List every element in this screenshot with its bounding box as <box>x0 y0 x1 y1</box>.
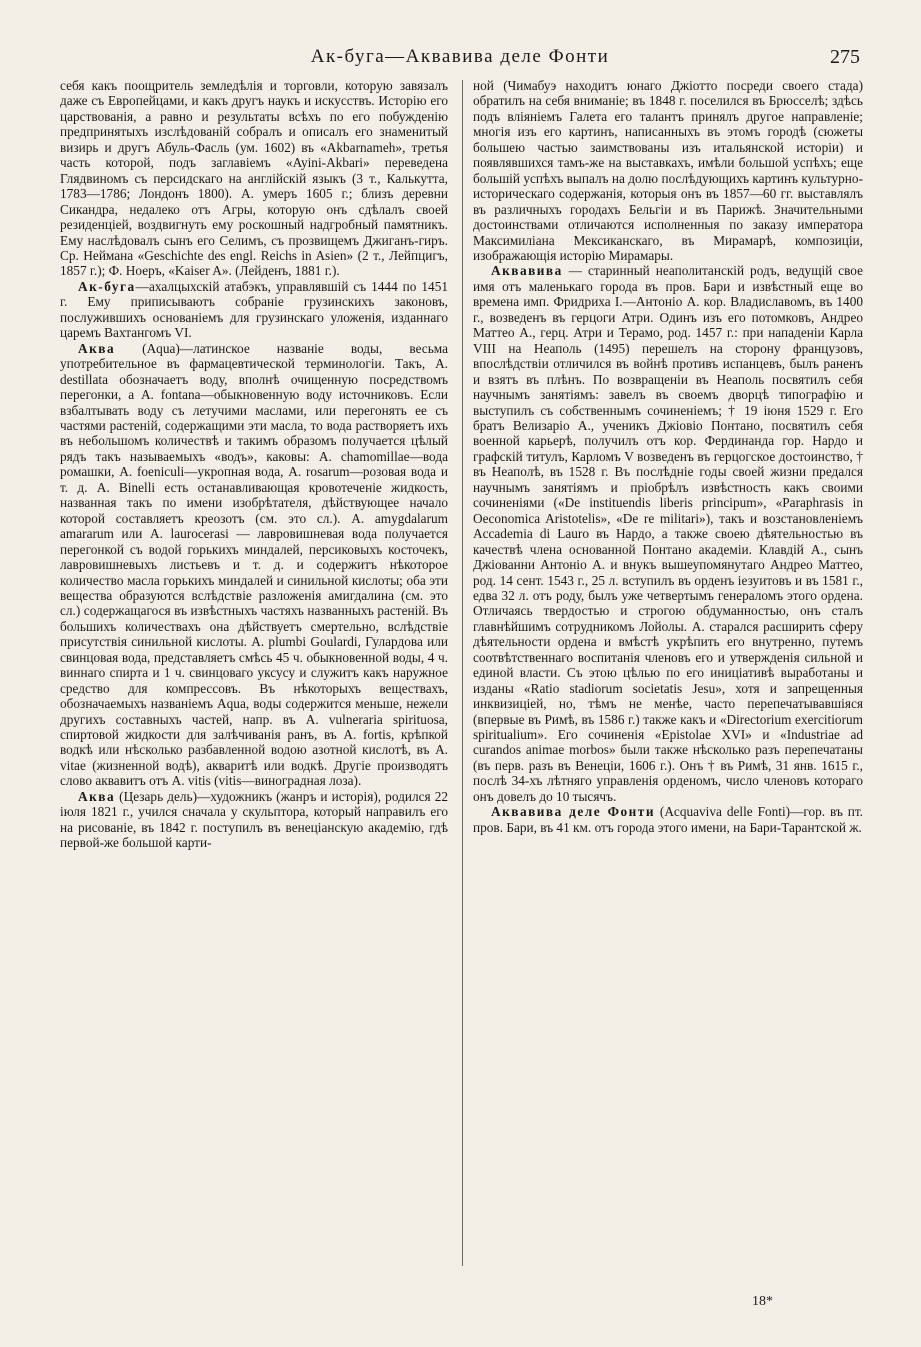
entry-headword: Аква <box>78 340 116 356</box>
entry-akva-painter <box>60 789 448 851</box>
signature-mark: 18* <box>752 1294 773 1309</box>
entry-akva-aqua <box>60 341 448 789</box>
running-header <box>60 44 860 70</box>
entry-text: (Aqua)—латинское названіе воды, весьма употребительное въ фармацевтической терминологіи. Такъ, А. destillata обозначаетъ воду, вполнѣ очищенную посредствомъ перегонки, а A. fontana—обыкновенную воду источниковъ. Если взбалтывать воду съ летучими маслами, или перегонять ее съ частями растеній, содержащими эти масла, то вода растворяетъ ихъ въ небольшомъ количествѣ и такимъ образомъ получается цѣлый рядъ такъ называемыхъ «водъ», каковы: A. chamomillae—вода ромашки, A. foeniculi—укропная вода, A. rosarum—розовая вода и т. д. A. Binelli есть останавливающая кровотеченіе жидкость, названная такъ по имени изобрѣтателя, дѣйствующее начало которой составляетъ креозотъ (см. это сл.). A. amygdalarum amararum или A. laurocerasi — лавровишневая вода получается перегонкой съ водой горькихъ миндалей, персиковыхъ косточекъ, лавровишневыхъ листьевъ и т. д. и содержитъ нѣкоторое количество масла горькихъ миндалей и синильной кислоты; оба эти вещества образуются вслѣдствіе разложенія амигдалина (см. это сл.) содержащагося въ извѣстныхъ частяхъ названныхъ растеній. Въ большихъ количествахъ она дѣйствуетъ смертельно, вслѣдствіе присутствія синильной кислоты. A. plumbi Goulardi, Гулардова или свинцовая вода, представляетъ смѣсь 45 ч. обыкновенной воды, 4 ч. виннаго спирта и 1 ч. свинцоваго уксусу и служитъ какъ наружное средство для компрессовъ. Въ нѣкоторыхъ веществахъ, обозначаемыхъ названіемъ Aqua, воды содержится меньше, нежели другихъ составныхъ частей, напр. въ A. vulneraria spirituosa, спиртовой жидкости для залѣчиванія ранъ, въ A. fortis, крѣпкой водкѣ или нѣсколько разбавленной водою азотной кислотѣ, въ A. vitae (жизненной водѣ), акваритѣ или водкѣ. Другіе производятъ слово аквавитъ отъ A. vitis (vitis—виноградная лоза). <box>60 340 448 789</box>
entry-text: (Цезарь дель)—художникъ (жанръ и исторія), родился 22 іюля 1821 г., учился сначала у скульптора, который направилъ его на рисованіе, въ 1842 г. поступилъ въ венеціанскую академію, гдѣ первой-же большой карти- <box>60 788 448 851</box>
entry-headword: Аквавива <box>491 263 563 279</box>
entry-akvaviva <box>473 263 863 804</box>
entry-akbar-continuation <box>60 78 448 279</box>
entry-text: —ахалцыхскій атабэкъ, управлявшій съ 1444 по 1451 г. Ему приписываютъ собраніе грузинскихъ законовъ, послужившихъ основаніемъ для грузинскаго уложенія, изданнаго царемъ Вахтангомъ VI. <box>60 278 448 341</box>
left-column <box>60 78 448 851</box>
column-divider <box>462 80 463 1266</box>
page-number: 275 <box>830 46 860 68</box>
page-title: Ак-буга—Аквавива деле Фонти <box>310 46 610 67</box>
entry-text: ной (Чимабуэ находитъ юнаго Джіотто посреди своего стада) обратилъ на себя вниманіе; въ 1848 г. поселился въ Брюсселѣ; здѣсь подъ вліяніемъ Галета его талантъ принялъ другое направленіе; многія изъ его картинъ, написанныхъ въ этомъ городѣ (сюжеты большею частью заимствованы изъ итальянской исторіи) и появлявшихся тамъ-же на выставкахъ, имѣли большой успѣхъ; еще большій успѣхъ выпалъ на долю послѣдующихъ картинъ культурно-историческаго содержанія, которыя онъ въ 1857—60 гг. выставлялъ въ различныхъ городахъ Бельгіи и въ Парижѣ. Значительными достоинствами отличаются исполненныя по заказу императора Максимиліана Мексиканскаго, въ Мирамарѣ, композиціи, изображающія исторію Мирамары. <box>473 78 863 263</box>
entry-akvaviva-dele-fonti <box>473 804 863 835</box>
entry-text: (Acquaviva delle Fonti)—гор. въ пт. пров. Бари, въ 41 км. отъ города этого имени, на Бари-Тарантской ж. <box>473 804 864 835</box>
entry-akva-continuation <box>473 78 863 263</box>
entry-headword: Аква <box>78 788 116 804</box>
entry-text: — старинный неаполитанскій родъ, ведущій свое имя отъ маленькаго города въ пров. Бари и извѣстный еще во времена имп. Фридриха I.—Антоніо А. кор. Владиславомъ, въ 1400 г., возведенъ въ герцоги Атри. Одинъ изъ его потомковъ, Андрео Маттео А., герц. Атри и Терамо, род. 1457 г.: при нападеніи Карла VIII на Неаполь (1495) перешелъ на сторону французовъ, впослѣдствіи отличился въ войнѣ противъ испанцевъ, былъ раненъ и взятъ въ плѣнъ. По возвращеніи въ Неаполь посвятилъ себя научнымъ занятіямъ: завелъ въ своемъ дворцѣ типографію и выступилъ съ собственнымъ сочиненіемъ; † 19 іюня 1529 г. Его братъ Велизаріо А., ученикъ Джіовіо Понтано, посвятилъ себя военной карьерѣ, получилъ отъ кор. Фердинанда гор. Нардо и графскій титулъ, Карломъ V возведенъ въ герцогское достоинство, † въ Неаполѣ, въ 1528 г. Въ послѣдніе годы своей жизни предался научнымъ занятіямъ и пріобрѣлъ извѣстность какъ своими сочиненіями («De instituendis liberis principum», «Paraphrasis in Oeconomica Aristotelis», «De re militari»), такъ и возстановленіемъ Accademia di Lauro въ Нардо, а также своею дѣятельностью въ качествѣ члена основанной Понтано академіи. Клавдій А., сынъ Джіованни Антоніо А. и внукъ вышеупомянутаго Андрео Маттео, род. 14 сент. 1543 г., 25 л. вступилъ въ орденъ іезуитовъ и въ 1581 г., едва 32 л. отъ роду, былъ уже четвертымъ генераломъ этого ордена. Отличаясь твердостью и строгою обдуманностью, онъ сталъ главнѣйшимъ сотрудникомъ Лойолы. А. старался расширить сферу дѣятельности ордена и вмѣстѣ укрѣпить его внутренно, путемъ соотвѣтственнаго воспитанія членовъ его и утвержденія сильной и единой власти. Съ этою цѣлью по его иниціативѣ выработаны и изданы «Ratio stadiorum societatis Jesu», хотя и запрещенныя инквизиціей, но, тѣмъ не менѣе, часто перепечатывавшіяся (впервые въ Римѣ, въ 1586 г.) также какъ и «Directorium exercitiorum spiritualium». Его сочиненія «Epistolae XVI» и «Industriae ad curandos animae morbos» были также нѣсколько разъ перепечатаны (въ перв. разъ въ Венеціи, 1606 г.). Онъ † въ Римѣ, 31 янв. 1615 г., послѣ 34-хъ лѣтняго управленія орденомъ, число членовъ котораго онъ довелъ до 10 тысячъ. <box>473 263 863 804</box>
entry-headword: Ак-буга <box>78 278 136 294</box>
entry-headword: Аквавива деле Фонти <box>491 804 655 820</box>
entry-ak-buga <box>60 279 448 341</box>
entry-text: себя какъ поощритель земледѣлія и торговли, которую завязалъ даже съ Европейцами, и какъ другъ наукъ и искусствъ. Исторію его царствованія, а равно и результаты всѣхъ по его побужденію предпринятыхъ изслѣдованій собралъ и описалъ его знаменитый визирь и другъ Абуль-Фасль (ум. 1602) въ «Akbarnameh», третья часть которой, подъ заглавіемъ «Ayini-Akbari» переведена Глядвиномъ съ персидскаго на англійскій языкъ (3 т., Калькутта, 1783—1786; Лондонъ 1800). А. умеръ 1605 г.; близъ деревни Сикандра, недалеко отъ Агры, которую онъ сдѣлалъ своей резиденціей, воздвигнуть ему роскошный надгробный памятникъ. Ему наслѣдовалъ сынъ его Селимъ, съ прозвищемъ Джиганъ-гиръ. Ср. Неймана «Geschichte des engl. Reichs in Asien» (2 т., Лейпцигъ, 1857 г.); Ф. Ноеръ, «Kaiser A». (Лейденъ, 1881 г.). <box>60 78 448 279</box>
right-column <box>473 78 863 835</box>
